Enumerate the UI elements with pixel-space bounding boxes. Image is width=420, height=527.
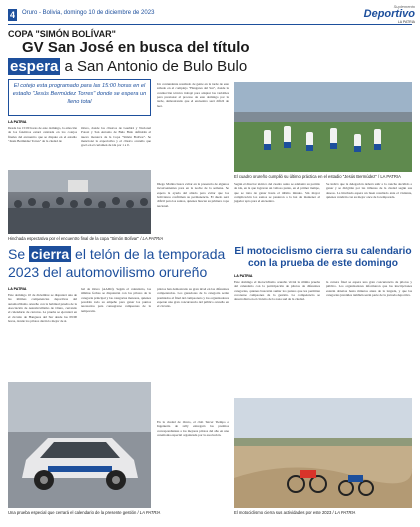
story-auto-column-4: En la ciudad de Oruro, el club Tercer Tiempo e Ingeniería de rally entregará los premios correspondientes a los mejores pilotos del año en una ceremonia especial organizada por la asociación.: [157, 420, 229, 438]
auto-headline-highlight: cierra: [31, 246, 70, 262]
headline-highlight-word: espera: [10, 58, 59, 75]
story-copa-headline-line2: [8, 58, 247, 75]
story-copa-deck: El cotejo esta programado para las 15:00 horas en el estadio "Jesús Bermúdez Torres" donde se espera un lleno total: [8, 79, 151, 116]
motorcycle-photo: [234, 398, 412, 508]
brand-main: Deportivo: [363, 8, 415, 20]
team-photo: [234, 82, 412, 172]
story-auto-headline-line2: 2023 del automovilismo orureño: [8, 264, 208, 280]
auto-headline-part1: Se: [8, 246, 30, 262]
moto-caption-text: El motociclismo cierra sus actividades por este 2023: [234, 510, 332, 515]
auto-headline-part2: el telón de la temporada: [71, 246, 226, 262]
story-auto-byline: LA PATRIA: [8, 287, 27, 291]
story-copa-column-6: Se indicó que la delegación deberá salir a la cancha decidido a ganar y se dirigirán por las tribunas de la ciudad según sus deseos. La hinchada espera un buen resultado ante el visitante, quienes vendrán con su mejor once de la temporada.: [326, 182, 412, 200]
team-photo-graphic: [234, 82, 412, 172]
story-moto-headline: El motociclismo cierra su calendario con la prueba de este domingo: [234, 246, 412, 269]
story-copa-byline: LA PATRIA: [8, 120, 27, 124]
story-copa-headline-line1: GV San José en busca del título: [22, 39, 250, 56]
date-line: Oruro - Bolivia, domingo 10 de diciembre de 2023: [22, 10, 155, 16]
car-photo-caption: [8, 510, 230, 515]
story-auto-column-3: pilotos han demostrado su gran nivel en las diferentes competencias. Los ganadores de la categoría serán premiados al final del campeonato y los organizadores esperan una gran concurrencia del público orureño en el circuito.: [157, 287, 229, 309]
crowd-photo-graphic: [8, 170, 151, 234]
story-copa-column-1: Desde las 15:00 horas de este domingo, la emoción de los fanáticos estará centrada en los cotejos finales del encuentro que se dispute en el estadio "Jesús Bermúdez Torres" de la ciudad de: [8, 126, 77, 144]
page-header: [0, 0, 420, 27]
crowd-photo: [8, 170, 151, 234]
story-moto-column-2: la carrera final se espera una gran concurrencia de pilotos y público. Los organizadores informaron que las inscripciones estarán abiertas hasta minutos antes de la largada, y que las categorías juveniles también serán parte de la jornada deportiva.: [326, 280, 412, 298]
crowd-photo-caption: [8, 236, 164, 241]
car-caption-credit: / LA PATRIA: [137, 510, 161, 515]
motorcycle-photo-graphic: [234, 398, 412, 508]
crowd-caption-text: Hinchada espectativa por el encuentro final de la copa "Simón Bolívar": [8, 236, 140, 241]
motorcycle-photo-caption: [234, 510, 412, 515]
story-auto-column-2: bal de Oruro (AADO). Según el calendario, las últimas fechas se disputarán con los pilotos de la categoría principal y las categorías menores, quienes pondrán todo su empeño para ganar los puntos necesarios para consagrarse campeones de la temporada.: [81, 287, 151, 313]
story-copa-column-5: Según el director técnico del cuadro santo se adelantó su partido de ida, en la que lograron un valioso punto, en el primer tiempo, que se trata de ganar hasta el último minuto. Sin mayor complicación los santos se pusieron a la luz de mantener el jugador apto para el encuentro.: [234, 182, 320, 204]
story-moto-column-1: Este domingo el motociclismo orureño vivirá la última prueba del calendario con la participación de pilotos de diferentes categorías, quienes buscarán sumar los puntos que les permitan coronarse campeones de la gestión. La competencia se desarrollará en el circuito de la zona sud de la ciudad.: [234, 280, 320, 302]
car-photo: [8, 382, 151, 508]
header-rule: [8, 24, 412, 25]
supplement-brand: [330, 4, 415, 26]
story-copa-column-3: Un contundente resultado de gente en la tarde de este sábado en el complejo "Hangares del Sur", donde la conducción técnica trabajó para adaptar las variables para presionar al proceso de este domingo por la tarde, demostrando que el encuentro será difícil de leer.: [157, 82, 229, 108]
brand-sub: LA PATRIA: [397, 20, 415, 24]
story-copa-kicker: COPA "SIMÓN BOLÍVAR": [8, 29, 116, 39]
crowd-caption-credit: / LA PATRIA: [140, 236, 164, 241]
brand-top: Suplemento: [393, 4, 415, 9]
story-copa-column-2: Oruro, donde los clásicos de Guabirá y Nacional Potosí y San Antonio de Bulo Bulo definirán el nuevo monarca de la Copa "Simón Bolívar". Se mencionó la expectativa y el clásico orureño que gozó en el certamen de ida por 1 a 0.: [81, 126, 151, 148]
story-copa-column-4: Diego Molina busca evitar en la presencia de algunos inconvenientes para en la noche de la semana. Se espera la ayuda del aliado para evitar que los bolivianos confirmen su permanencia. El duelo será difícil para los santos, quienes buscan su primera copa nacional.: [157, 182, 229, 208]
page-number: 4: [9, 10, 15, 20]
moto-caption-credit: / LA PATRIA: [332, 510, 356, 515]
team-photo-caption: El cuadro orureño cumplió su último práctica en el estadio "Jesús Bermúdez" / LA PATRIA: [234, 174, 401, 179]
story-auto-headline-line1: [8, 246, 230, 263]
car-photo-graphic: [8, 382, 151, 508]
story-auto-column-1: Este domingo 10 de diciembre se disputará una de las últimas competencias deportivas del automovilismo orureño con la habitual prueba de la Asociación de Automovilismo de Oruro, cerrando el calendario de carreras. La prueba se ejecutará en el circuito de Hangares del Sur desde las 09:00 horas, donde los pilotos darán lo mejor de sí.: [8, 293, 77, 324]
car-caption-text: Una prueba especial que cerrará el calendario de la presente gestión: [8, 510, 137, 515]
headline-rest: a San Antonio de Bulo Bulo: [60, 58, 248, 75]
story-moto-byline: LA PATRIA: [234, 274, 253, 278]
